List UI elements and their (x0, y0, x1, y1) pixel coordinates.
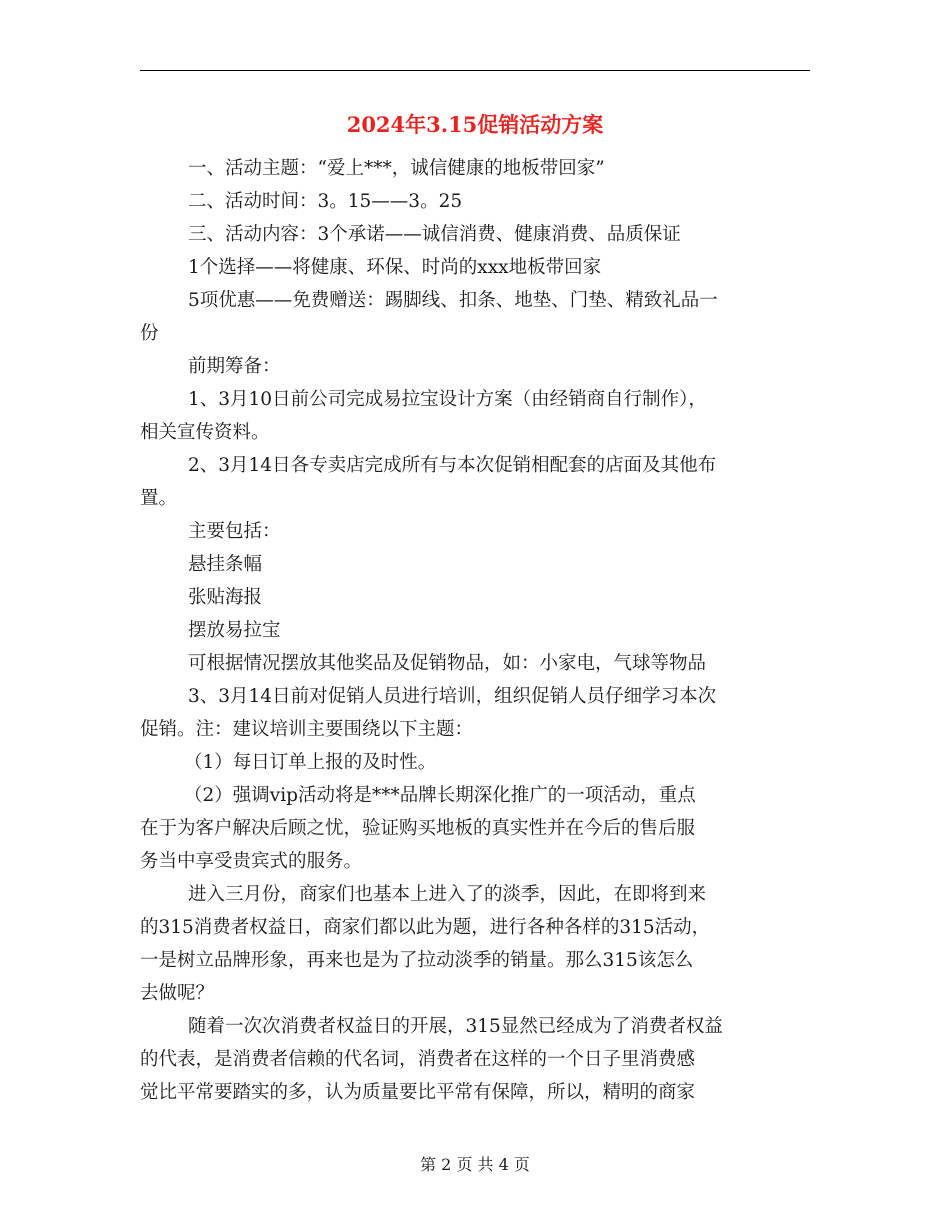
page-number: 第 2 页 共 4 页 (420, 1155, 530, 1174)
document-body (140, 152, 810, 1109)
text-line: 觉比平常要踏实的多，认为质量要比平常有保障，所以，精明的商家 (140, 1082, 696, 1103)
text-line: 的代表，是消费者信赖的代名词，消费者在这样的一个日子里消费感 (140, 1049, 696, 1070)
header-rule (140, 70, 810, 71)
text-line: 随着一次次消费者权益日的开展，315显然已经成为了消费者权益 (188, 1016, 723, 1037)
text-line: 1个选择——将健康、环保、时尚的xxx地板带回家 (188, 257, 602, 278)
text-line: 份 (140, 323, 159, 344)
text-line: 前期筹备： (188, 356, 281, 377)
text-line: 进入三月份，商家们也基本上进入了的淡季，因此，在即将到来 (188, 884, 707, 905)
text-line: 置。 (140, 488, 178, 509)
text-line: 相关宣传资料。 (140, 422, 270, 443)
text-line: 务当中享受贵宾式的服务。 (140, 851, 363, 872)
text-line: 一是树立品牌形象，再来也是为了拉动淡季的销量。那么315该怎么 (140, 950, 694, 971)
text-line: 1、3月10日前公司完成易拉宝设计方案（由经销商自行制作）， (188, 389, 707, 410)
text-line: 摆放易拉宝 (188, 620, 281, 641)
text-line: 三、活动内容：3个承诺——诚信消费、健康消费、品质保证 (188, 224, 681, 245)
text-line: 一、活动主题：“爱上***，诚信健康的地板带回家” (188, 158, 605, 179)
text-line: 2、3月14日各专卖店完成所有与本次促销相配套的店面及其他布 (188, 455, 717, 476)
text-line: 去做呢？ (140, 983, 215, 1004)
text-line: 主要包括： (188, 521, 281, 542)
text-line: 3、3月14日前对促销人员进行培训，组织促销人员仔细学习本次 (188, 686, 717, 707)
text-line: （2）强调vip活动将是***品牌长期深化推广的一项活动，重点 (184, 785, 696, 806)
text-line: 可根据情况摆放其他奖品及促销物品，如：小家电，气球等物品 (188, 653, 707, 674)
text-line: 在于为客户解决后顾之忧，验证购买地板的真实性并在今后的售后服 (140, 818, 696, 839)
text-line: 的315消费者权益日，商家们都以此为题，进行各种各样的315活动， (140, 917, 711, 938)
text-line: 促销。注：建议培训主要围绕以下主题： (140, 719, 474, 740)
document-title: 2024年3.15促销活动方案 (346, 112, 604, 137)
text-line: （1）每日订单上报的及时性。 (184, 752, 437, 773)
text-line: 二、活动时间：3。15——3。25 (188, 191, 463, 212)
text-line: 悬挂条幅 (188, 554, 263, 575)
text-line: 张贴海报 (188, 587, 263, 608)
text-line: 5项优惠——免费赠送：踢脚线、扣条、地垫、门垫、精致礼品一 (188, 290, 718, 311)
